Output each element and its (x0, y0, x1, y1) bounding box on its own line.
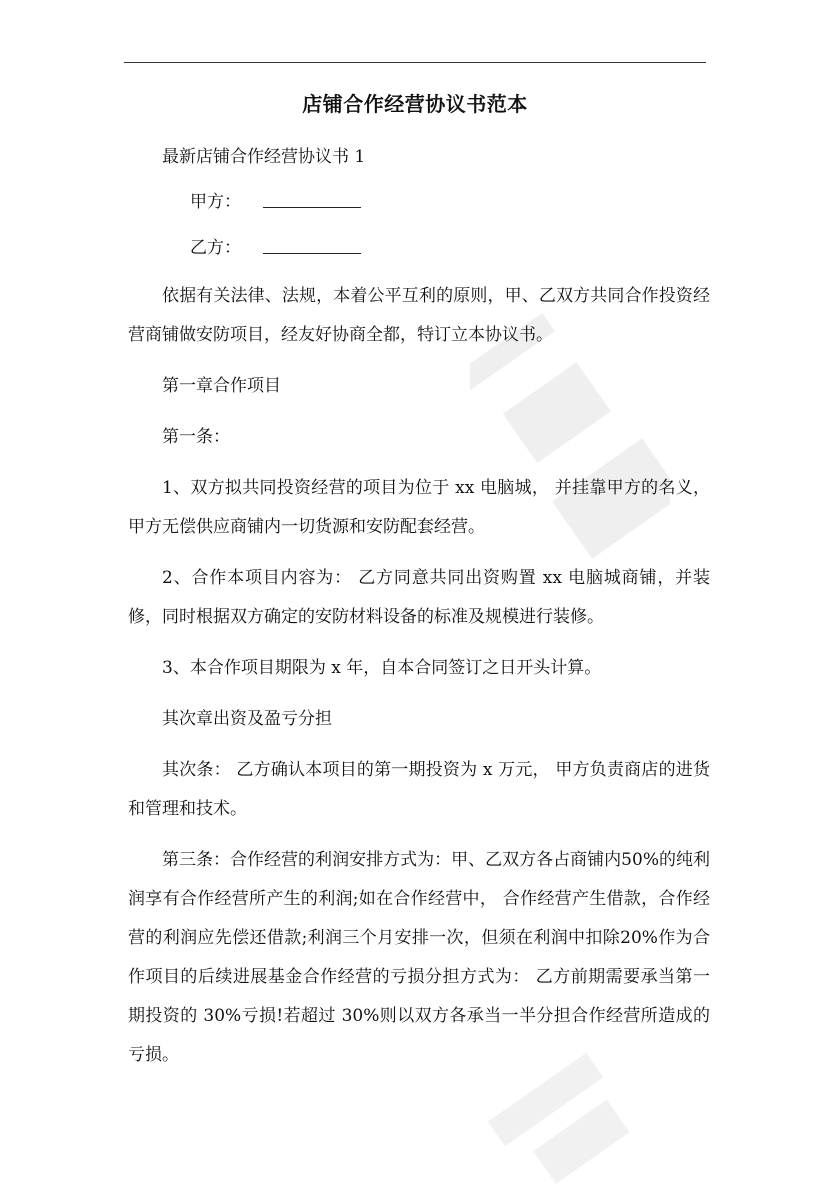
document-body (128, 138, 710, 1075)
article-1-heading: 第一条： (162, 427, 230, 447)
chapter-1-heading: 第一章合作项目 (162, 376, 281, 396)
article-3: 第三条：合作经营的利润安排方式为：甲、乙双方各占商铺内50%的纯利润享有合作经营所产生的利润;如在合作经营中， 合作经营产生借款，合作经营的利润应先偿还借款;利润三个月安排一次，但须在利润中扣除20%作为合作项目的后续进展基金合作经营的亏损分担方式为： 乙方前期需要承当第一期投资的 30%亏损!若超过 30%则以双方各承当一半分担合作经营所造成的亏损。 (128, 850, 710, 1065)
party-a-row (128, 179, 710, 225)
header-rule (124, 62, 706, 63)
clause-2: 2、合作本项目内容为： 乙方同意共同出资购置 xx 电脑城商铺，并装修，同时根据双方确定的安防材料设备的标准及规模进行装修。 (128, 568, 710, 627)
party-b-label: 乙方： (190, 238, 241, 258)
party-a-blank (263, 206, 361, 208)
clause-1: 1、双方拟共同投资经营的项目为位于 xx 电脑城， 并挂靠甲方的名义，甲方无偿供应商铺内一切货源和安防配套经营。 (128, 478, 710, 537)
article-2: 其次条： 乙方确认本项目的第一期投资为 x 万元， 甲方负责商店的进货和管理和技术。 (128, 760, 710, 819)
clause-3: 3、本合作项目期限为 x 年，自本合同签订之日开头计算。 (162, 658, 602, 678)
party-a-label: 甲方： (190, 192, 241, 212)
paragraph-preamble: 依据有关法律、法规，本着公平互利的原则，甲、乙双方共同合作投资经营商铺做安防项目，经友好协商全都，特订立本协议书。 (128, 286, 710, 345)
party-b-blank (263, 252, 361, 254)
chapter-2-heading: 其次章出资及盈亏分担 (162, 709, 332, 729)
document-title: 店铺合作经营协议书范本 (302, 92, 528, 116)
party-b-row (128, 225, 710, 271)
document-subtitle: 最新店铺合作经营协议书 1 (162, 147, 366, 167)
